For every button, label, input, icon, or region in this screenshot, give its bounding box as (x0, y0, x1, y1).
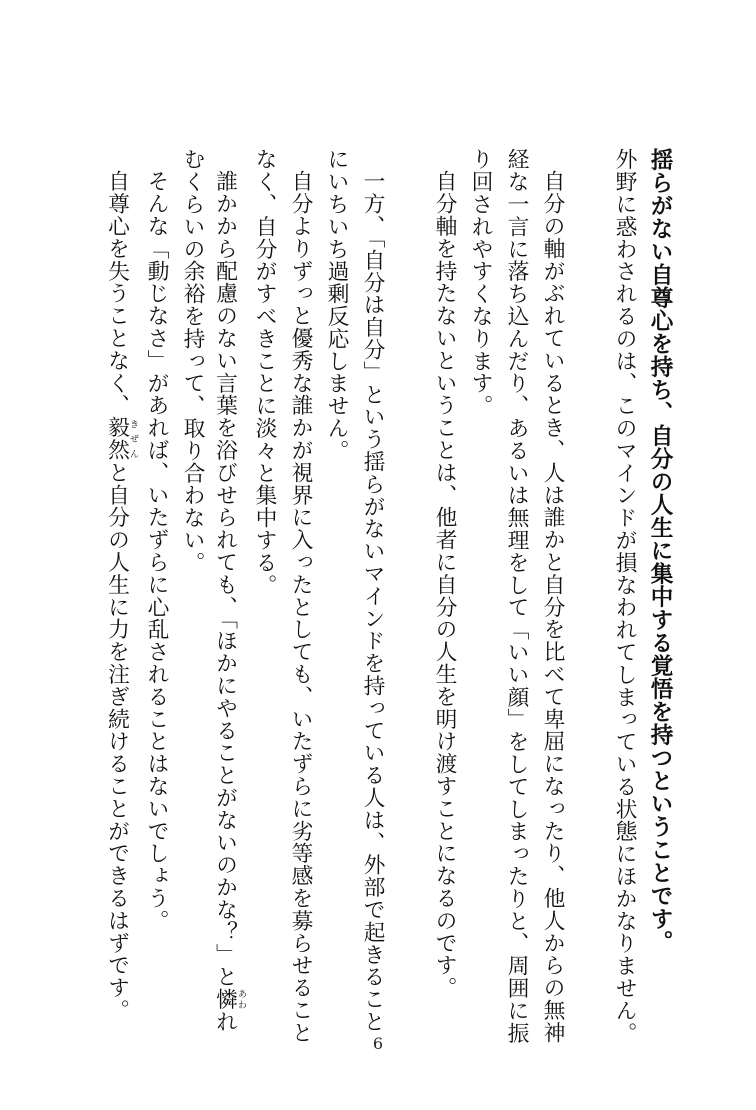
text-line: 外野に惑わされるのは、このマインドが損なわれてしまっている状態にほかなりません。 (612, 148, 637, 1044)
text-line: り回されやすくなります。 (468, 148, 493, 417)
text-line-with-ruby (99, 148, 139, 1030)
ruby-awaremu (212, 987, 246, 1011)
text-line: 一方、「自分は自分」という揺らがないマインドを持っている人は、外部で起きること (360, 170, 385, 1033)
ruby-reading: きぜん (128, 416, 138, 462)
ruby-reading: あわ (236, 987, 246, 1011)
text-segment: 誰かから配慮のない言葉を浴びせられても、「ほかにやることがないのかな？」と (212, 170, 238, 988)
text-line: 自分軸を持たないということは、他者に自分の人生を明け渡すことになるのです。 (432, 170, 457, 999)
text-line: なく、自分がすべきことに淡々と集中する。 (252, 148, 277, 596)
ruby-base: 毅然 (104, 416, 130, 462)
text-line: 経な一言に落ち込んだり、あるいは無理をして「いい顔」をしてしまったりと、周囲に振 (504, 148, 529, 1044)
text-line: 自分の軸がぶれているとき、人は誰かと自分を比べて卑屈になったり、他人からの無神 (540, 170, 565, 1044)
text-line: そんな「動じなさ」があれば、いたずらに心乱されることはないでしょう。 (144, 170, 169, 932)
page-number: 6 (372, 1034, 384, 1053)
text-segment: と自分の人生に力を注ぎ続けることができるはずです。 (104, 461, 130, 1022)
text-line: にいちいち過剰反応しません。 (324, 148, 349, 462)
text-line: むくらいの余裕を持って、取り合わない。 (180, 148, 205, 574)
heading-line: 揺らがない自尊心を持ち、自分の人生に集中する覚悟を持つということです。 (647, 148, 673, 953)
ruby-base: 憐 (212, 987, 238, 1011)
text-line: 自分よりずっと優秀な誰かが視界に入ったとしても、いたずらに劣等感を募らせること (288, 170, 313, 1044)
ruby-kizen (104, 416, 138, 462)
text-line-with-ruby (207, 148, 247, 1033)
text-segment: れ (212, 1010, 238, 1033)
text-segment: 自尊心を失うことなく、 (104, 170, 130, 417)
